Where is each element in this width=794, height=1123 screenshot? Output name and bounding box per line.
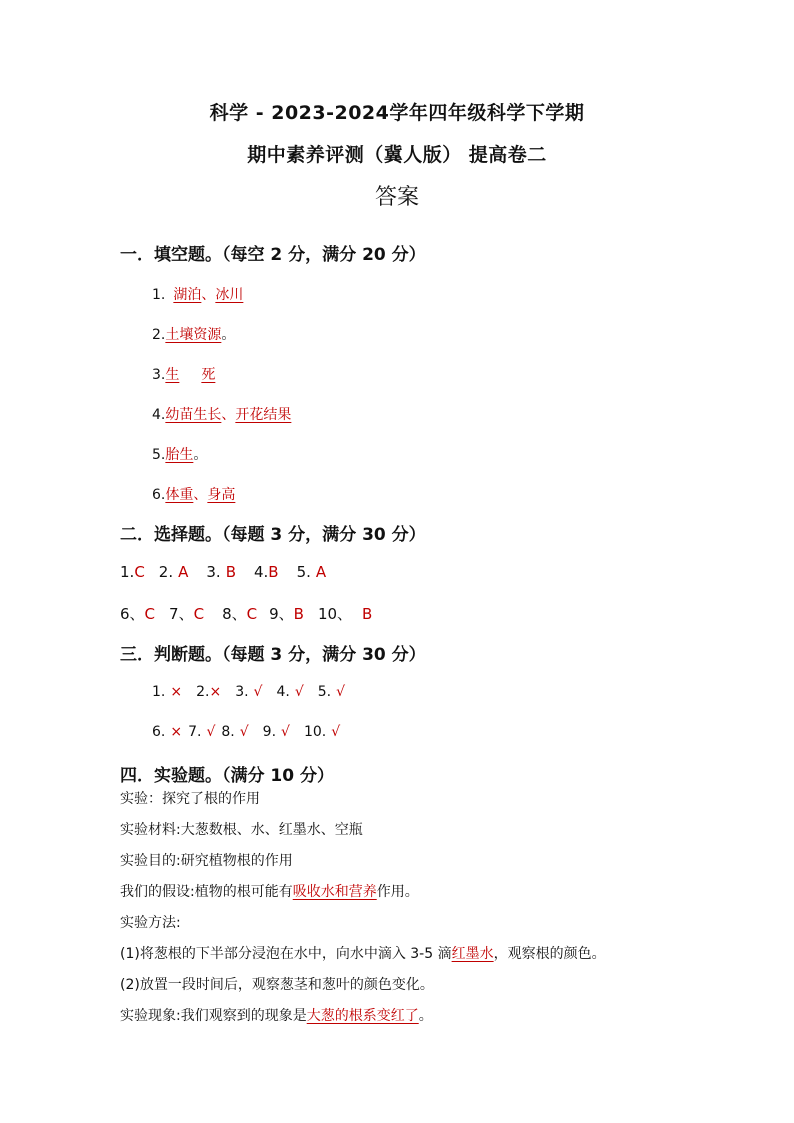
judgment-row-1 bbox=[152, 684, 345, 700]
answer-text: B bbox=[362, 605, 373, 623]
answer-mark: × bbox=[170, 724, 183, 740]
answer-text: C bbox=[134, 563, 145, 581]
item-number: 9. bbox=[262, 724, 277, 740]
hypothesis-suffix: 作用。 bbox=[376, 884, 419, 900]
item-number: 7、 bbox=[169, 605, 194, 623]
answer-mark: √ bbox=[331, 724, 341, 740]
item-tail: 。 bbox=[193, 447, 208, 463]
item-number: 7. bbox=[188, 724, 202, 740]
fill-item-1 bbox=[152, 284, 243, 304]
item-number: 9、 bbox=[269, 605, 294, 623]
item-number: 5. bbox=[152, 447, 166, 463]
answer-text: 冰川 bbox=[215, 287, 244, 303]
answer-text: 开花结果 bbox=[235, 407, 292, 423]
answer-mark: √ bbox=[253, 684, 263, 700]
answer-text: 生 bbox=[165, 367, 180, 383]
step1-prefix: (1)将葱根的下半部分浸泡在水中，向水中滴入 3-5 滴 bbox=[120, 946, 452, 962]
answer-text: C bbox=[246, 605, 258, 623]
fill-item-5 bbox=[152, 444, 207, 464]
experiment-method-label: 实验方法: bbox=[120, 915, 181, 931]
item-number: 1. bbox=[120, 563, 135, 581]
section-judgment-heading: 三．判断题。（每题 3 分，满分 30 分） bbox=[120, 645, 426, 665]
answer-text: 土壤资源 bbox=[165, 327, 222, 343]
experiment-step-2: (2)放置一段时间后，观察葱茎和葱叶的颜色变化。 bbox=[120, 977, 434, 993]
item-number: 2. bbox=[158, 563, 174, 581]
item-number: 6、 bbox=[120, 605, 145, 623]
item-number: 5. bbox=[296, 563, 311, 581]
answer-text: 吸收水和营养 bbox=[292, 884, 377, 900]
answer-mark: × bbox=[209, 684, 222, 700]
answer-text: A bbox=[315, 563, 327, 581]
item-number: 4. bbox=[253, 563, 269, 581]
answer-mark: × bbox=[170, 684, 183, 700]
item-number: 8. bbox=[221, 724, 235, 740]
answer-mark: √ bbox=[206, 724, 216, 740]
answer-mark: √ bbox=[294, 684, 304, 700]
separator: 、 bbox=[201, 287, 216, 303]
answer-text: 红墨水 bbox=[451, 946, 494, 962]
phenomenon-prefix: 实验现象:我们观察到的现象是 bbox=[120, 1008, 307, 1024]
answer-text: 死 bbox=[201, 367, 216, 383]
experiment-materials: 实验材料:大葱数根、水、红墨水、空瓶 bbox=[120, 822, 363, 838]
item-number: 10. bbox=[303, 724, 327, 740]
answer-mark: √ bbox=[336, 684, 346, 700]
item-number: 3. bbox=[235, 684, 249, 700]
answer-text: B bbox=[225, 563, 236, 581]
item-number: 1. bbox=[152, 684, 166, 700]
answer-text: B bbox=[268, 563, 279, 581]
item-number: 6. bbox=[152, 724, 166, 740]
item-number: 6. bbox=[152, 487, 166, 503]
judgment-row-2 bbox=[152, 724, 340, 740]
item-number: 3. bbox=[152, 367, 166, 383]
answer-text: A bbox=[178, 563, 189, 581]
experiment-phenomenon bbox=[120, 1005, 433, 1025]
fill-item-6 bbox=[152, 484, 235, 504]
item-number: 1. bbox=[152, 287, 166, 303]
document-title-answer: 答案 bbox=[374, 185, 419, 210]
answer-text: 幼苗生长 bbox=[165, 407, 222, 423]
experiment-purpose: 实验目的:研究植物根的作用 bbox=[120, 853, 293, 869]
item-number: 2. bbox=[152, 327, 166, 343]
answer-text: B bbox=[293, 605, 304, 623]
item-number: 10、 bbox=[317, 605, 353, 623]
answer-text: 大葱的根系变红了 bbox=[306, 1008, 419, 1024]
step1-suffix: ，观察根的颜色。 bbox=[493, 946, 606, 962]
choice-row-1 bbox=[120, 563, 326, 581]
answer-text: C bbox=[193, 605, 205, 623]
item-number: 2. bbox=[196, 684, 210, 700]
phenomenon-suffix: 。 bbox=[418, 1008, 433, 1024]
answer-mark: √ bbox=[239, 724, 249, 740]
fill-item-3 bbox=[152, 364, 215, 384]
separator: 、 bbox=[221, 407, 236, 423]
section-fill-blank-heading: 一．填空题。（每空 2 分，满分 20 分） bbox=[120, 245, 426, 265]
document-title-line2: 期中素养评测（冀人版） 提高卷二 bbox=[247, 144, 547, 166]
section-experiment-heading: 四．实验题。（满分 10 分） bbox=[120, 766, 334, 786]
item-number: 8、 bbox=[222, 605, 247, 623]
item-number: 4. bbox=[276, 684, 290, 700]
item-number: 3. bbox=[206, 563, 221, 581]
fill-item-4 bbox=[152, 404, 291, 424]
item-number: 5. bbox=[317, 684, 332, 700]
experiment-title: 实验：探究了根的作用 bbox=[120, 791, 260, 807]
answer-text: 体重 bbox=[165, 487, 194, 503]
experiment-hypothesis bbox=[120, 881, 419, 901]
answer-text: 湖泊 bbox=[173, 287, 202, 303]
answer-text: 身高 bbox=[207, 487, 236, 503]
hypothesis-prefix: 我们的假设:植物的根可能有 bbox=[120, 884, 293, 900]
experiment-step-1 bbox=[120, 943, 606, 963]
fill-item-2 bbox=[152, 324, 235, 344]
separator: 、 bbox=[193, 487, 208, 503]
item-number: 4. bbox=[152, 407, 166, 423]
section-choice-heading: 二．选择题。（每题 3 分，满分 30 分） bbox=[120, 525, 426, 545]
answer-mark: √ bbox=[281, 724, 290, 740]
answer-text: 胎生 bbox=[165, 447, 194, 463]
answer-text: C bbox=[144, 605, 156, 623]
item-tail: 。 bbox=[221, 327, 236, 343]
choice-row-2 bbox=[120, 603, 372, 624]
document-title-line1: 科学 - 2023-2024学年四年级科学下学期 bbox=[209, 102, 585, 124]
